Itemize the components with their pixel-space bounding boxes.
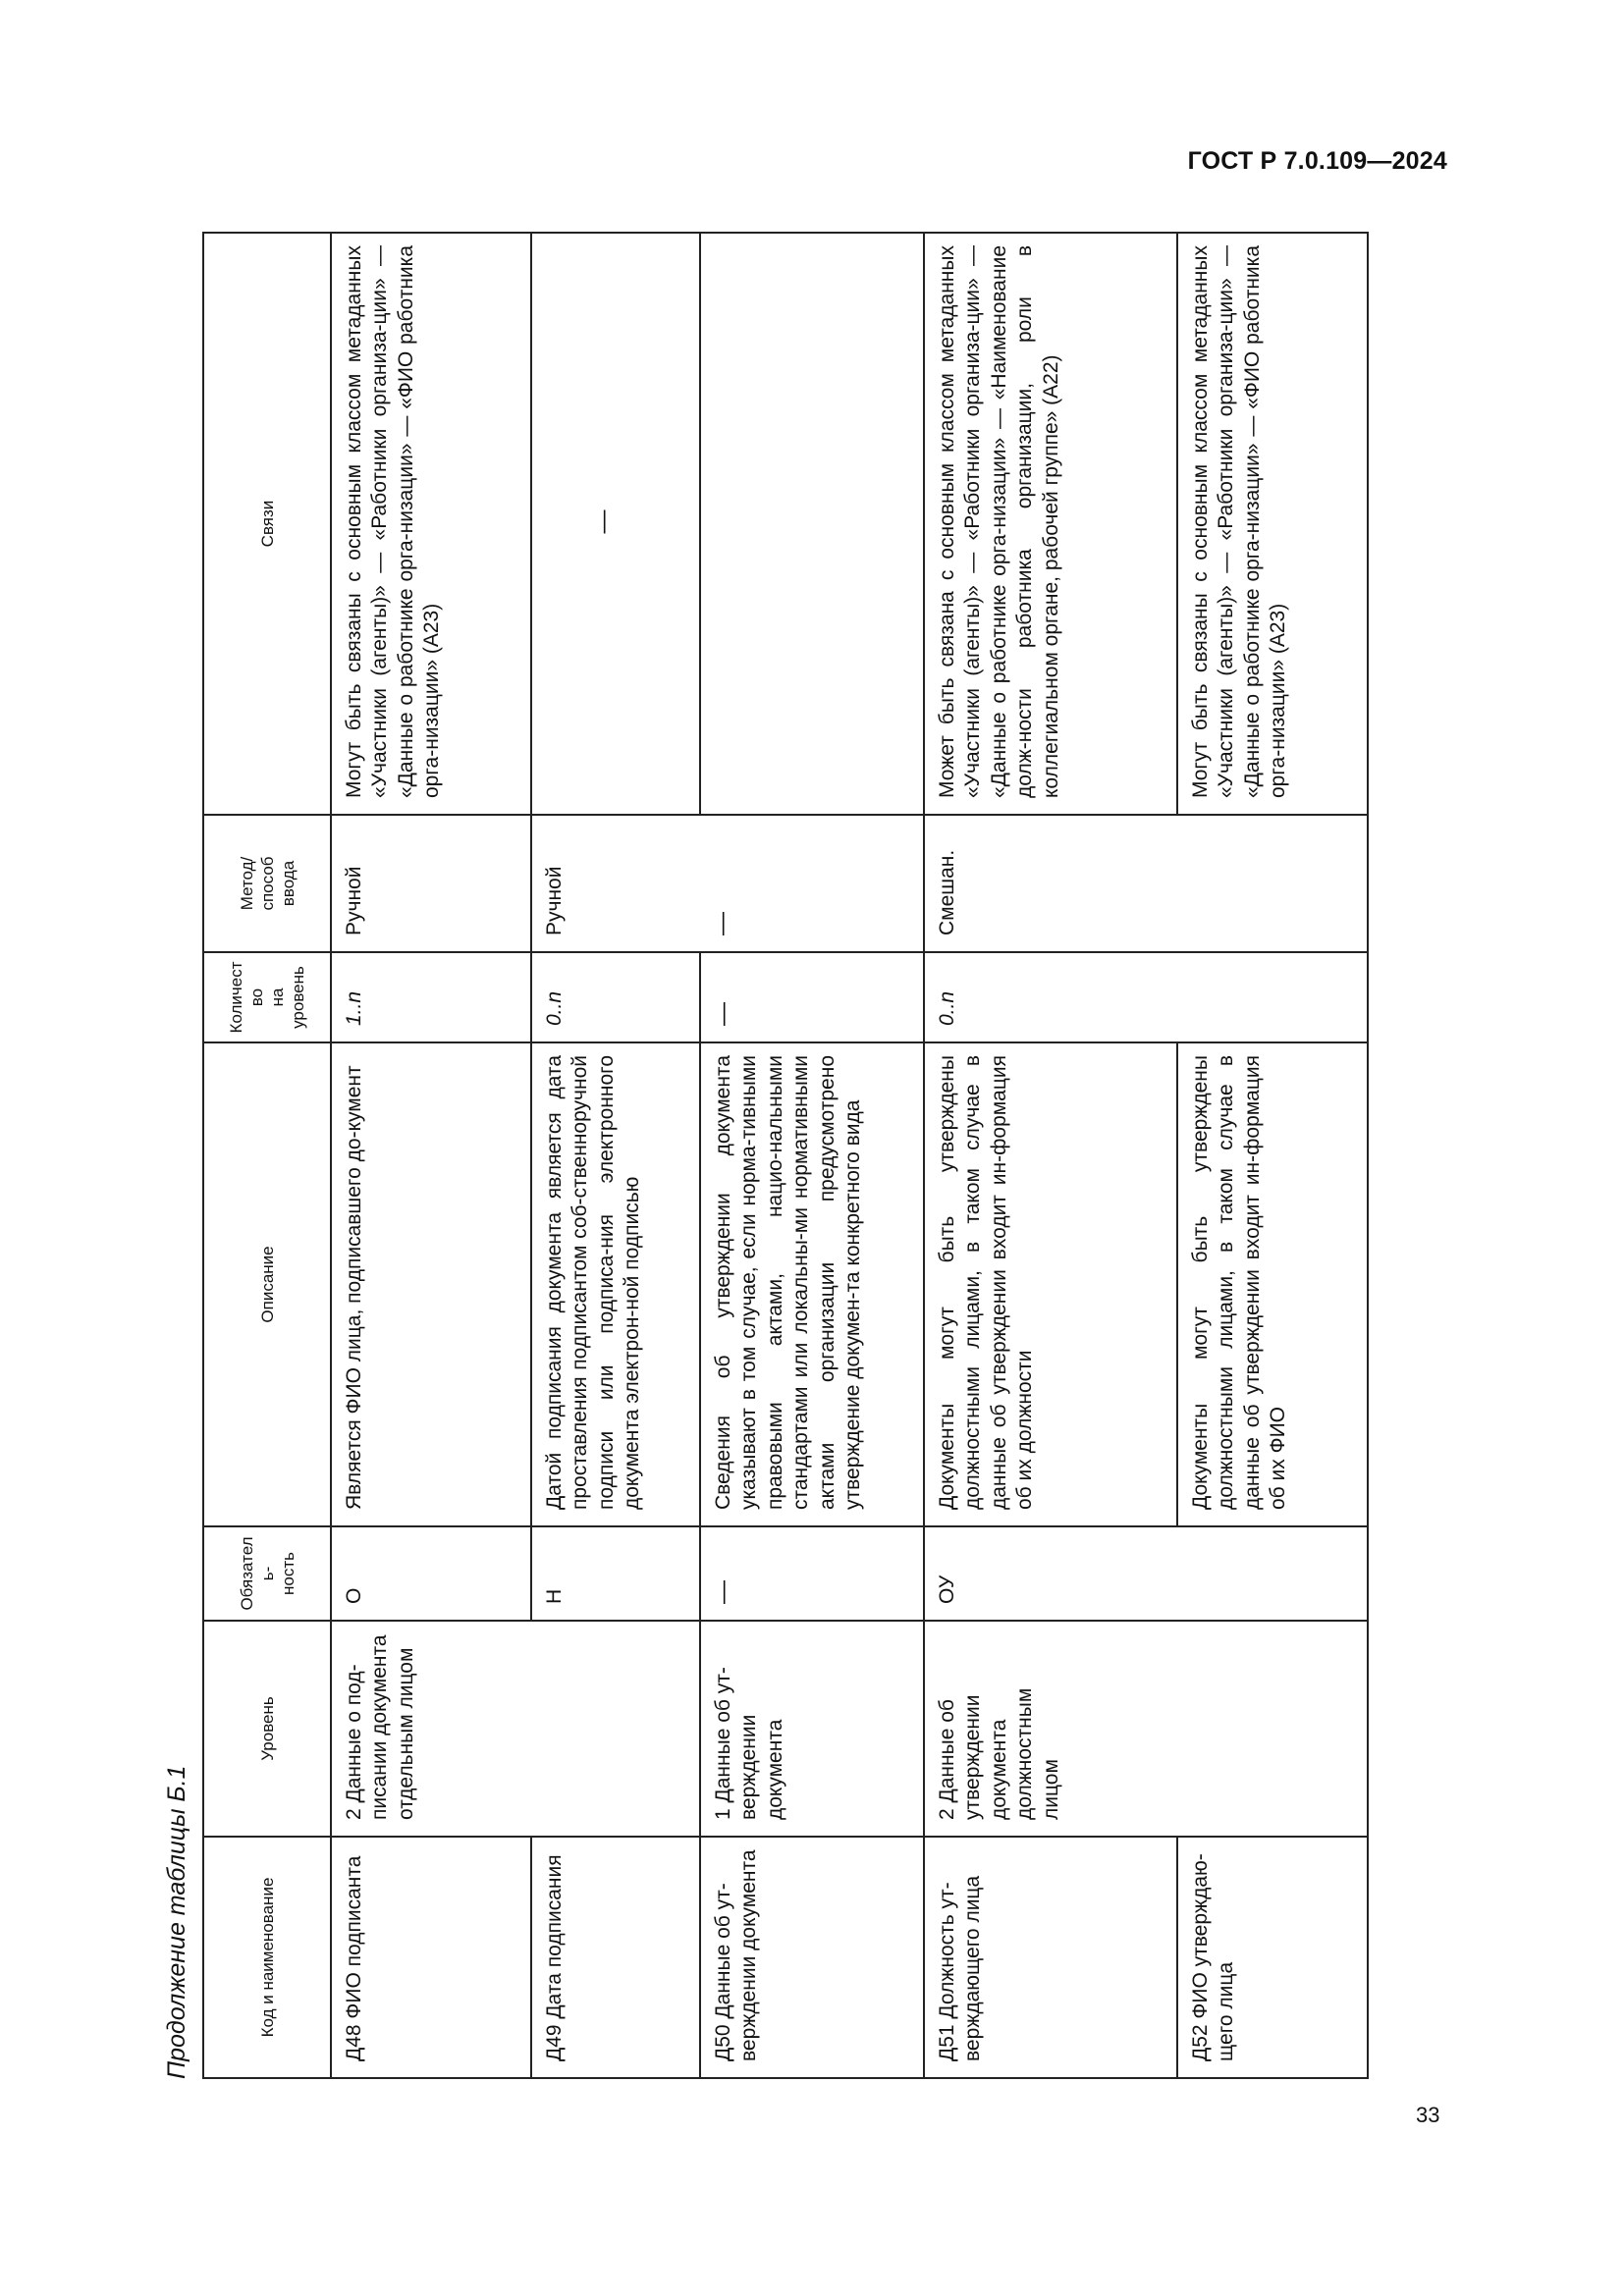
cell-count: 0..n (531, 952, 700, 1042)
cell-count (1177, 952, 1368, 1042)
cell-mandatory: ОУ (924, 1526, 1177, 1621)
cell-links: Могут быть связаны с основным классом метаданных «Участники (агенты)» — «Работники организа-ции» — «Данные о работнике орга-низации» — «ФИО работника орга-низации» (А23) (331, 233, 531, 815)
header-method: Метод/ способ ввода (203, 815, 331, 952)
cell-method: Ручной (331, 815, 531, 952)
cell-count: — (700, 952, 924, 1042)
cell-level: 2 Данные о под-писании документа отдельным лицом (331, 1621, 531, 1837)
cell-mandatory: — (700, 1526, 924, 1621)
table-header-row (203, 233, 331, 2078)
table-row (331, 233, 531, 2078)
cell-description: Сведения об утверждении документа указывают в том случае, если норма-тивными правовыми актами, нацио-нальными стандартами или локальны-ми нормативными актами организации предусмотрено утверждение докумен-та конкретного вида (700, 1042, 924, 1526)
cell-mandatory: Н (531, 1526, 700, 1621)
cell-method: — (700, 815, 924, 952)
cell-description: Документы могут быть утверждены должностными лицами, в таком случае в данные об утверждении входит ин-формация об их ФИО (1177, 1042, 1368, 1526)
cell-code: Д50 Данные об ут-верждении документа (700, 1837, 924, 2078)
table-row (700, 233, 924, 2078)
cell-links: Могут быть связаны с основным классом метаданных «Участники (агенты)» — «Работники организа-ции» — «Данные о работнике орга-низации» — «ФИО работника орга-низации» (А23) (1177, 233, 1368, 815)
header-count: Количество на уровень (203, 952, 331, 1042)
header-level: Уровень (203, 1621, 331, 1837)
cell-mandatory: О (331, 1526, 531, 1621)
cell-count: 1..n (331, 952, 531, 1042)
table-row (531, 233, 700, 2078)
header-mandatory: Обязатель- ность (203, 1526, 331, 1621)
cell-mandatory (1177, 1526, 1368, 1621)
header-description: Описание (203, 1042, 331, 1526)
cell-description: Является ФИО лица, подписавшего до-кумент (331, 1042, 531, 1526)
cell-method: Смешан. (924, 815, 1177, 952)
page-number: 33 (1416, 2103, 1440, 2127)
cell-count: 0..n (924, 952, 1177, 1042)
metadata-table (202, 232, 1369, 2079)
cell-method: Ручной (531, 815, 700, 952)
cell-level: 1 Данные об ут-верждении документа (700, 1621, 924, 1837)
cell-links: Может быть связана с основным классом метаданных «Участники (агенты)» — «Работники организа-ции» — «Данные о работнике орга-низации» — «Наименование долж-ности работника организации, роли в коллегиальном органе, рабочей группе» (А22) (924, 233, 1177, 815)
cell-code: Д48 ФИО подписанта (331, 1837, 531, 2078)
standard-number: ГОСТ Р 7.0.109—2024 (1187, 147, 1447, 175)
header-links: Связи (203, 233, 331, 815)
cell-links (700, 233, 924, 815)
cell-links: — (531, 233, 700, 815)
cell-description: Документы могут быть утверждены должностными лицами, в таком случае в данные об утверждении входит ин-формация об их должности (924, 1042, 1177, 1526)
rotated-table-block (157, 234, 1355, 2079)
cell-code: Д49 Дата подписания (531, 1837, 700, 2078)
table-row (924, 233, 1177, 2078)
table-row (1177, 233, 1368, 2078)
header-code: Код и наименование (203, 1837, 331, 2078)
cell-level (1177, 1621, 1368, 1837)
cell-level: 2 Данные об утверждении документа должностным лицом (924, 1621, 1177, 1837)
cell-code: Д51 Должность ут-верждающего лица (924, 1837, 1177, 2078)
cell-description: Датой подписания документа является дата проставления подписантом соб-ственноручной подписи или подписа-ния электронного документа электрон-ной подписью (531, 1042, 700, 1526)
cell-level (531, 1621, 700, 1837)
table-caption: Продолжение таблицы Б.1 (163, 1765, 190, 2079)
cell-method (1177, 815, 1368, 952)
cell-code: Д52 ФИО утверждаю-щего лица (1177, 1837, 1368, 2078)
